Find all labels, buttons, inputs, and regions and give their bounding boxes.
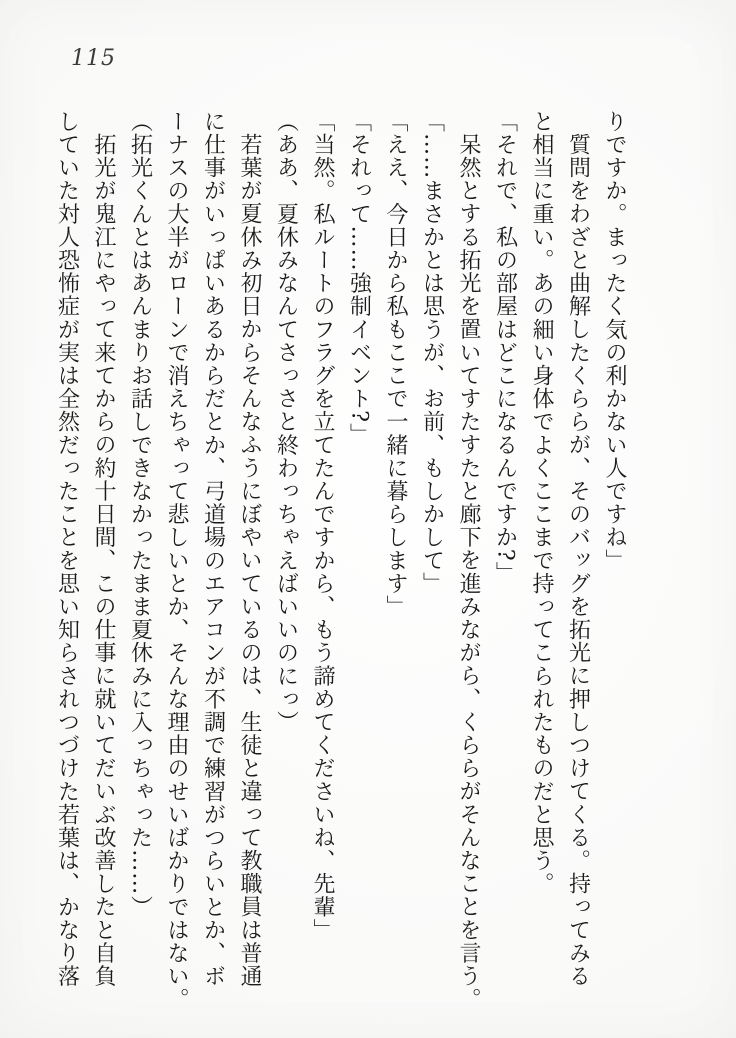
text-block xyxy=(48,110,632,1012)
text-line: に仕事がいっぱいあるからだとか、弓道場のエアコンが不調で練習がつらいとか、ボ xyxy=(200,110,226,988)
text-line: していた対人恐怖症が実は全然だったことを思い知らされつづけた若葉は、かなり落 xyxy=(54,110,80,988)
text-line: ーナスの大半がローンで消えちゃって悲しいとか、そんな理由のせいばかりではない。 xyxy=(164,110,189,1011)
text-line: 「ええ、今日から私もここで一緒に暮らします」 xyxy=(383,110,408,619)
text-line: 呆然とする拓光を置いてすたすたと廊下を進みながら、くららがそんなことを言う。 xyxy=(456,133,481,1011)
text-line: 若葉が夏休み初日からそんなふうにぼやいているのは、生徒と違って教職員は普通 xyxy=(237,133,262,988)
text-line: りですか。まったく気の利かない人ですね」 xyxy=(602,110,627,572)
text-line: （ああ、夏休みなんてさっさと終わっちゃえばいいのにっ） xyxy=(273,110,299,734)
text-line: 「当然。私ルートのフラグを立てたんですから、もう諦めてくださいね、先輩」 xyxy=(310,110,335,942)
text-line: 「それって……強制イベント?」 xyxy=(346,110,372,447)
text-line: と相当に重い。あの細い身体でよくここまで持ってこられたものだと思う。 xyxy=(529,110,554,896)
text-line: 「それで、私の部屋はどこになるんですか?」 xyxy=(492,110,518,585)
text-line: （拓光くんとはあんまりお話しできなかったまま夏休みに入っちゃった……） xyxy=(127,110,153,919)
text-line: 拓光が鬼江にやって来てからの約十日間、この仕事に就いてだいぶ改善したと自負 xyxy=(91,133,116,988)
text-line: 質問をわざと曲解したくららが、そのバッグを拓光に押しつけてくる。持ってみる xyxy=(565,133,591,988)
text-line: 「……まさかとは思うが、お前、もしかして」 xyxy=(419,110,445,596)
page-number: 115 xyxy=(71,46,116,71)
